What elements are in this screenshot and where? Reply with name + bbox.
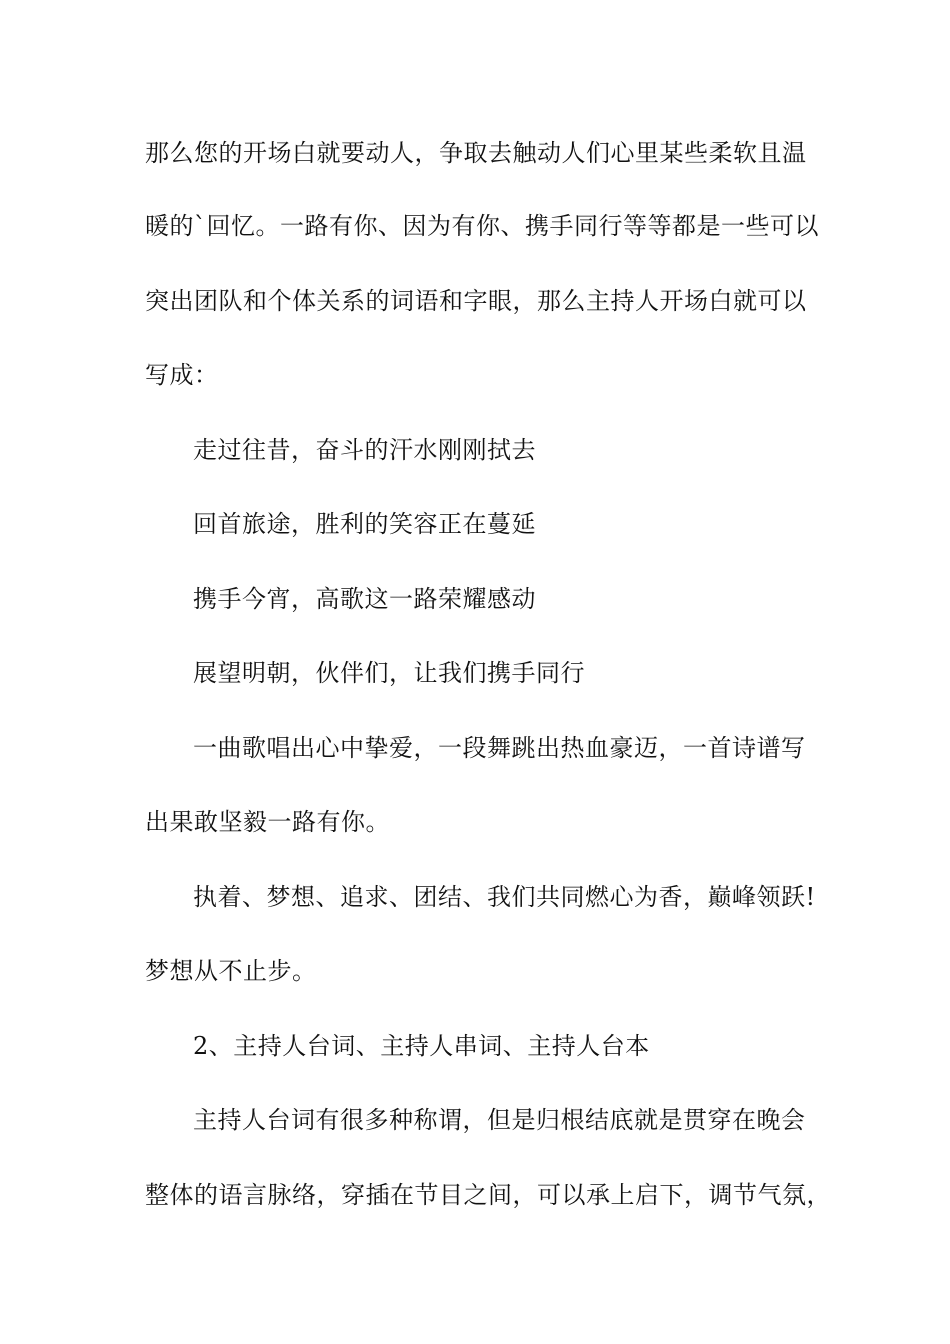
paragraph-line: 整体的语言脉络，穿插在节目之间，可以承上启下，调节气氛， <box>145 1181 831 1209</box>
paragraph-line: 一曲歌唱出心中挚爱，一段舞跳出热血豪迈，一首诗谱写 <box>193 734 806 762</box>
paragraph-line: 执着、梦想、追求、团结、我们共同燃心为香，巅峰领跃! <box>193 883 816 911</box>
paragraph-line: 梦想从不止步。 <box>145 957 317 985</box>
poem-line: 走过往昔，奋斗的汗水刚刚拭去 <box>193 436 536 464</box>
section-heading: 2、主持人台词、主持人串词、主持人台本 <box>193 1032 650 1060</box>
poem-line: 展望明朝，伙伴们，让我们携手同行 <box>193 659 585 687</box>
poem-line: 携手今宵，高歌这一路荣耀感动 <box>193 585 536 613</box>
paragraph-line: 暖的`回忆。一路有你、因为有你、携手同行等等都是一些可以 <box>145 212 819 240</box>
paragraph-line: 突出团队和个体关系的词语和字眼，那么主持人开场白就可以 <box>145 287 807 315</box>
paragraph-line: 写成： <box>145 361 219 389</box>
paragraph-line: 出果敢坚毅一路有你。 <box>145 808 390 836</box>
paragraph-line: 主持人台词有很多种称谓，但是归根结底就是贯穿在晚会 <box>193 1106 806 1134</box>
poem-line: 回首旅途，胜利的笑容正在蔓延 <box>193 510 536 538</box>
paragraph-line: 那么您的开场白就要动人，争取去触动人们心里某些柔软且温 <box>145 139 807 167</box>
